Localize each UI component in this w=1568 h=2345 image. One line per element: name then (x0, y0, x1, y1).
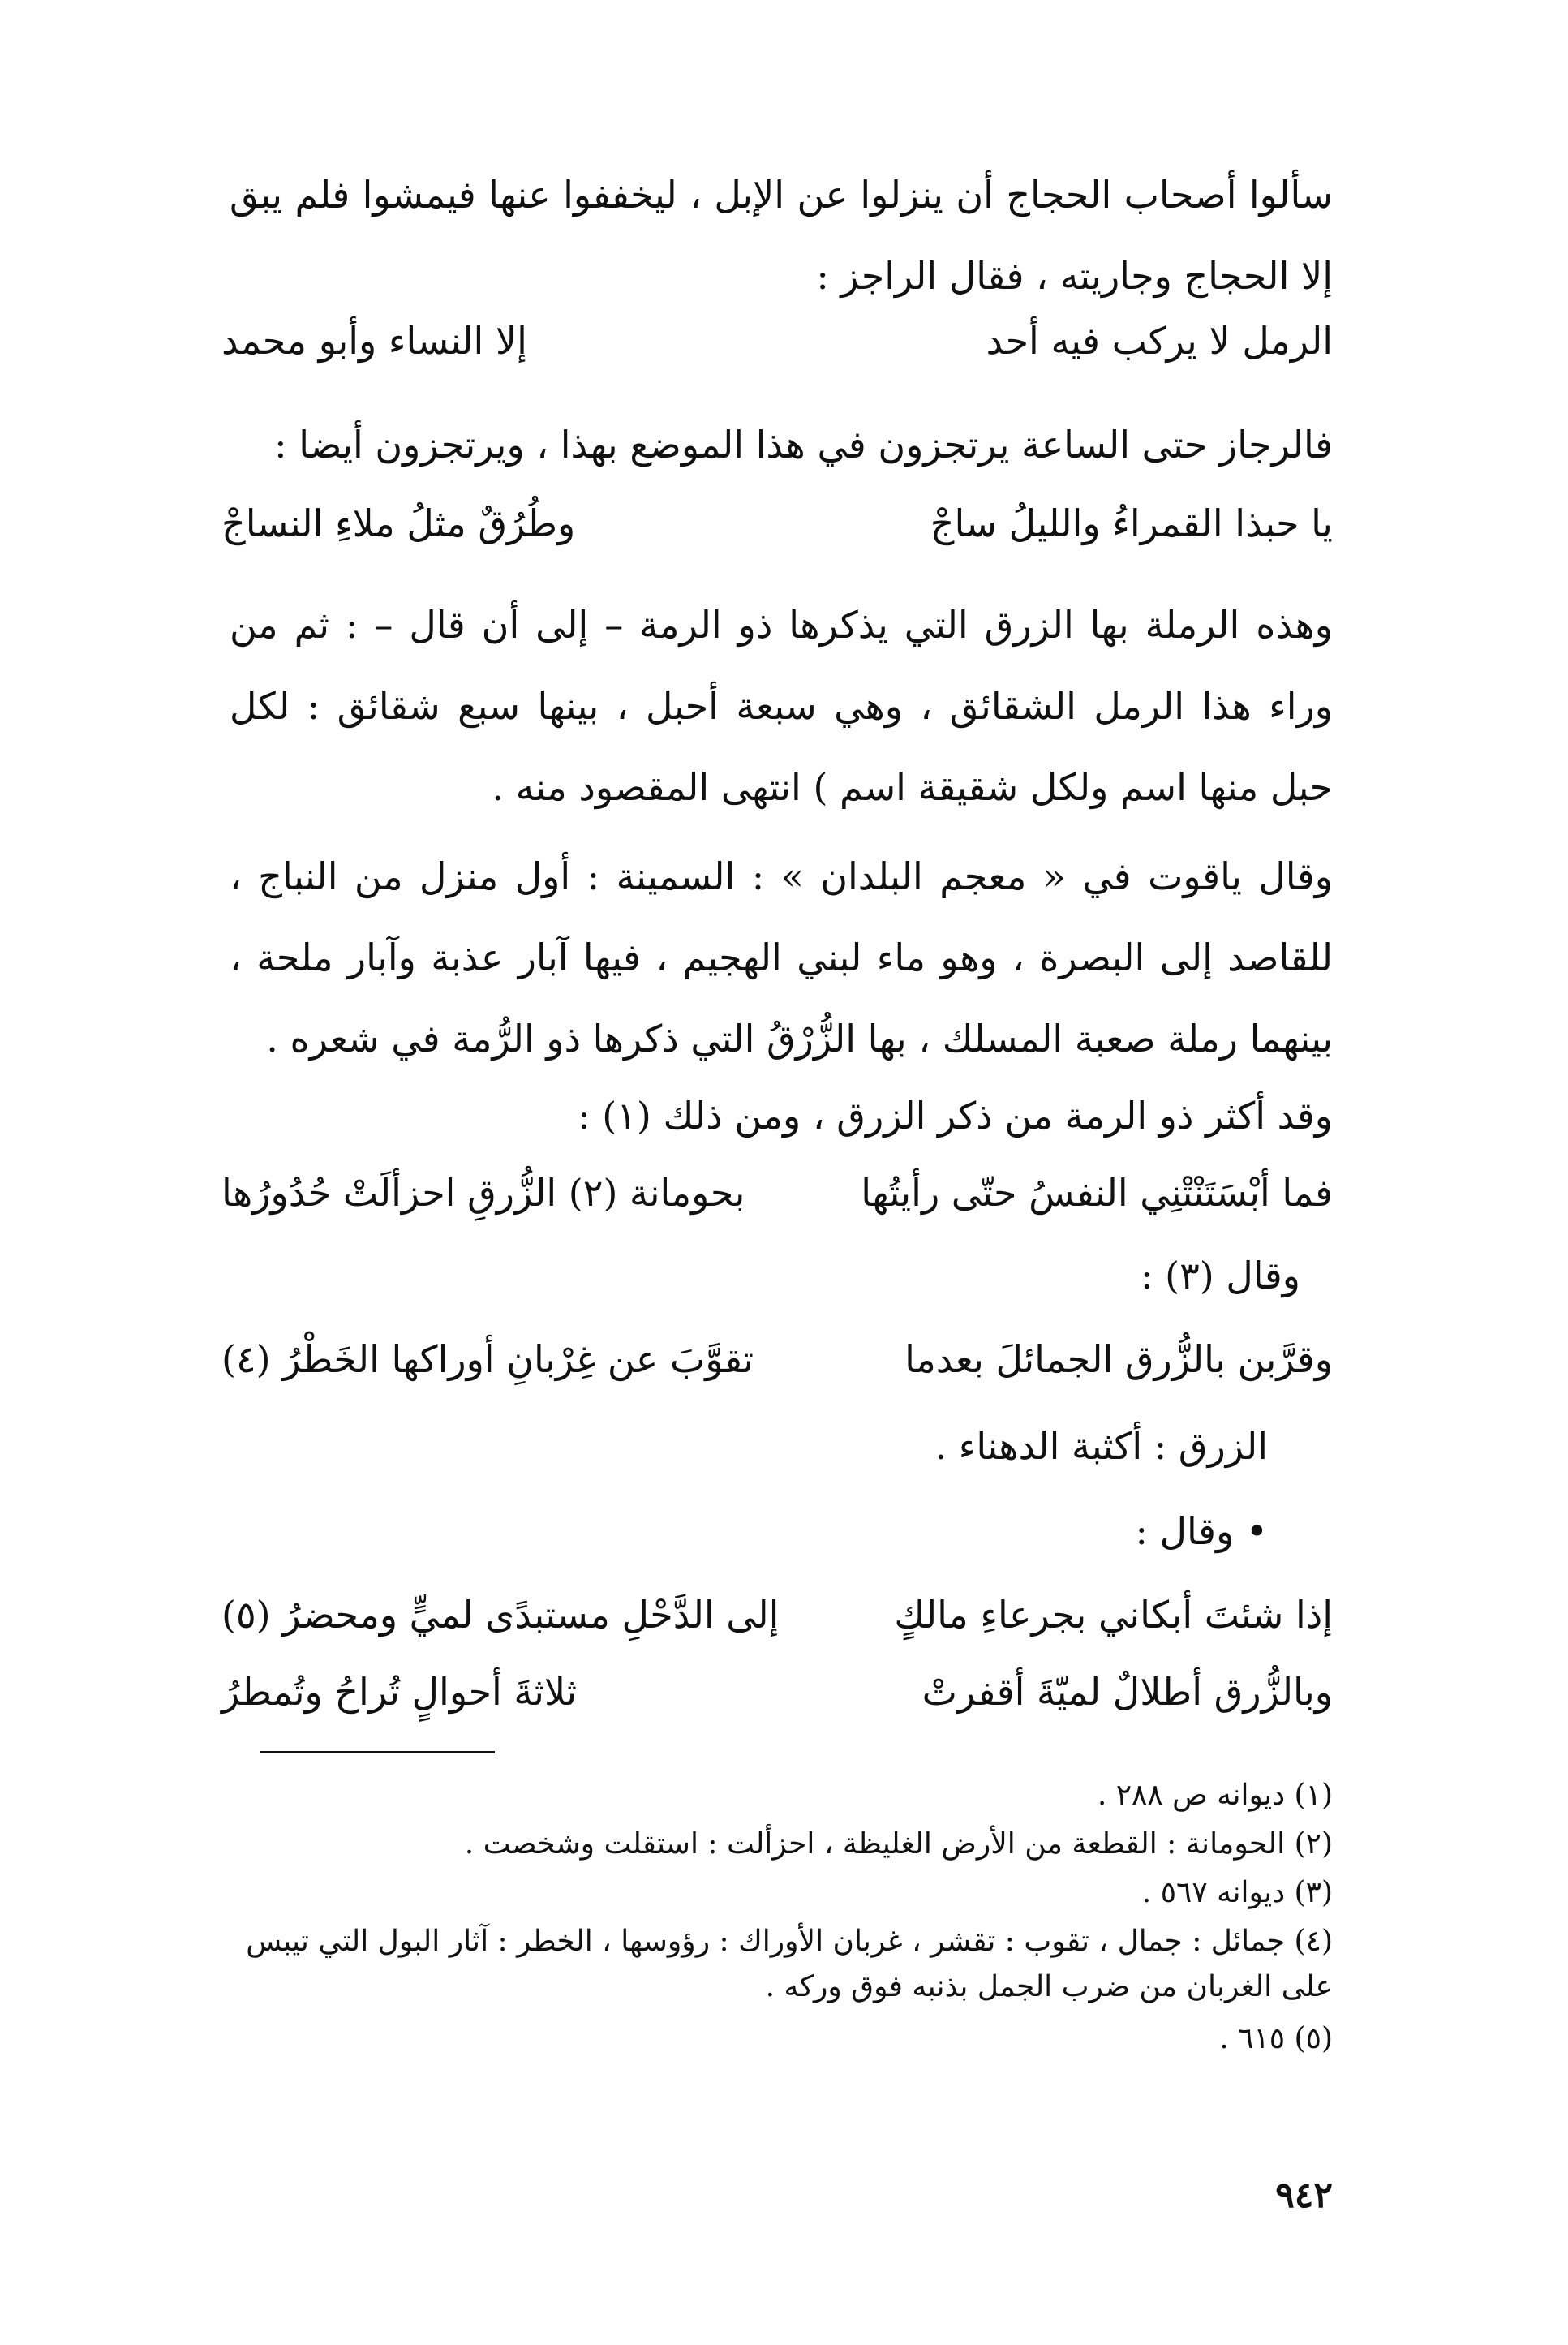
verse-4-second-hemistich: تقوَّبَ عن غِرْبانِ أوراكها الخَطْرُ (٤) (221, 1337, 754, 1381)
verse-6-first-hemistich: وبالزُّرق أطلالٌ لميّةَ أقفرتْ (921, 1670, 1333, 1714)
paragraph-7: الزرق : أكثبة الدهناء . (934, 1424, 1268, 1468)
paragraph-3: وهذه الرملة بها الزرق التي يذكرها ذو الرمة – إلى أن قال – : ثم من وراء هذا الرمل الشقائق ، وهي سبعة أحبل ، بينها سبع شقائق : لكل حبل منها اسم ولكل شقيقة اسم ) انتهى المقصود منه . (230, 603, 1333, 809)
paragraph-4: وقال ياقوت في « معجم البلدان » : السمينة : أول منزل من النباج ، للقاصد إلى البصرة ، وهو ماء لبني الهجيم ، فيها آبار عذبة وآبار ملحة ، بينهما رملة صعبة المسلك ، بها الزُّرْقُ التي ذكرها ذو الرُّمة في شعره . (230, 854, 1333, 1061)
footnote-3: (٣) ديوانه ٥٦٧ . (1141, 1876, 1333, 1909)
verse-2 (221, 487, 1333, 560)
verse-6-second-hemistich: ثلاثةَ أحوالٍ تُراحُ وتُمطرُ (221, 1670, 578, 1714)
verse-2-first-hemistich: يا حبذا القمراءُ والليلُ ساجْ (930, 501, 1333, 545)
verse-5-first-hemistich: إذا شئتَ أبكاني بجرعاءِ مالكٍ (894, 1593, 1333, 1637)
footnote-2: (٢) الحومانة : القطعة من الأرض الغليظة ، احزألت : استقلت وشخصت . (464, 1827, 1333, 1861)
verse-2-second-hemistich: وطُرُقٌ مثلُ ملاءِ النساجْ (221, 501, 576, 545)
verse-5-second-hemistich: إلى الدَّحْلِ مستبدًى لميٍّ ومحضرُ (٥) (221, 1593, 780, 1637)
paragraph-8: • وقال : (1135, 1509, 1268, 1553)
verse-3 (221, 1156, 1333, 1229)
page-number: ٩٤٢ (1275, 2175, 1333, 2216)
paragraph-6: وقال (٣) : (1140, 1254, 1300, 1297)
paragraph-2: فالرجاز حتى الساعة يرتجزون في هذا الموضع بهذا ، ويرتجزون أيضا : (274, 423, 1333, 467)
verse-1-second-hemistich: إلا النساء وأبو محمد (221, 319, 527, 363)
verse-4 (221, 1323, 1333, 1396)
verse-6 (221, 1655, 1333, 1728)
footnote-1: (١) ديوانه ص ٢٨٨ . (1097, 1779, 1333, 1812)
verse-3-first-hemistich: فما أبْسَتَنْتْنِي النفسُ حتّى رأيتُها (861, 1171, 1333, 1215)
verse-4-first-hemistich: وقرَّبن بالزُّرق الجمائلَ بعدما (904, 1337, 1333, 1381)
verse-1 (221, 304, 1333, 377)
footnote-divider (260, 1751, 495, 1753)
paragraph-1: سألوا أصحاب الحجاج أن ينزلوا عن الإبل ، ليخففوا عنها فيمشوا فلم يبق إلا الحجاج وجاريته ، فقال الراجز : (230, 173, 1333, 298)
footnote-5: (٥) ٦١٥ . (1219, 2022, 1333, 2055)
footnote-4: (٤) جمائل : جمال ، تقوب : تقشر ، غربان الأوراك : رؤوسها ، الخطر : آثار البول التي تيبس على الغربان من ضرب الجمل بذنبه فوق وركه . (246, 1925, 1333, 2003)
verse-1-first-hemistich: الرمل لا يركب فيه أحد (986, 319, 1333, 363)
verse-3-second-hemistich: بحومانة (٢) الزُّرقِ احزألَتْ حُدُورُها (221, 1171, 745, 1215)
verse-5 (221, 1578, 1333, 1651)
paragraph-5: وقد أكثر ذو الرمة من ذكر الزرق ، ومن ذلك (١) : (578, 1094, 1333, 1138)
